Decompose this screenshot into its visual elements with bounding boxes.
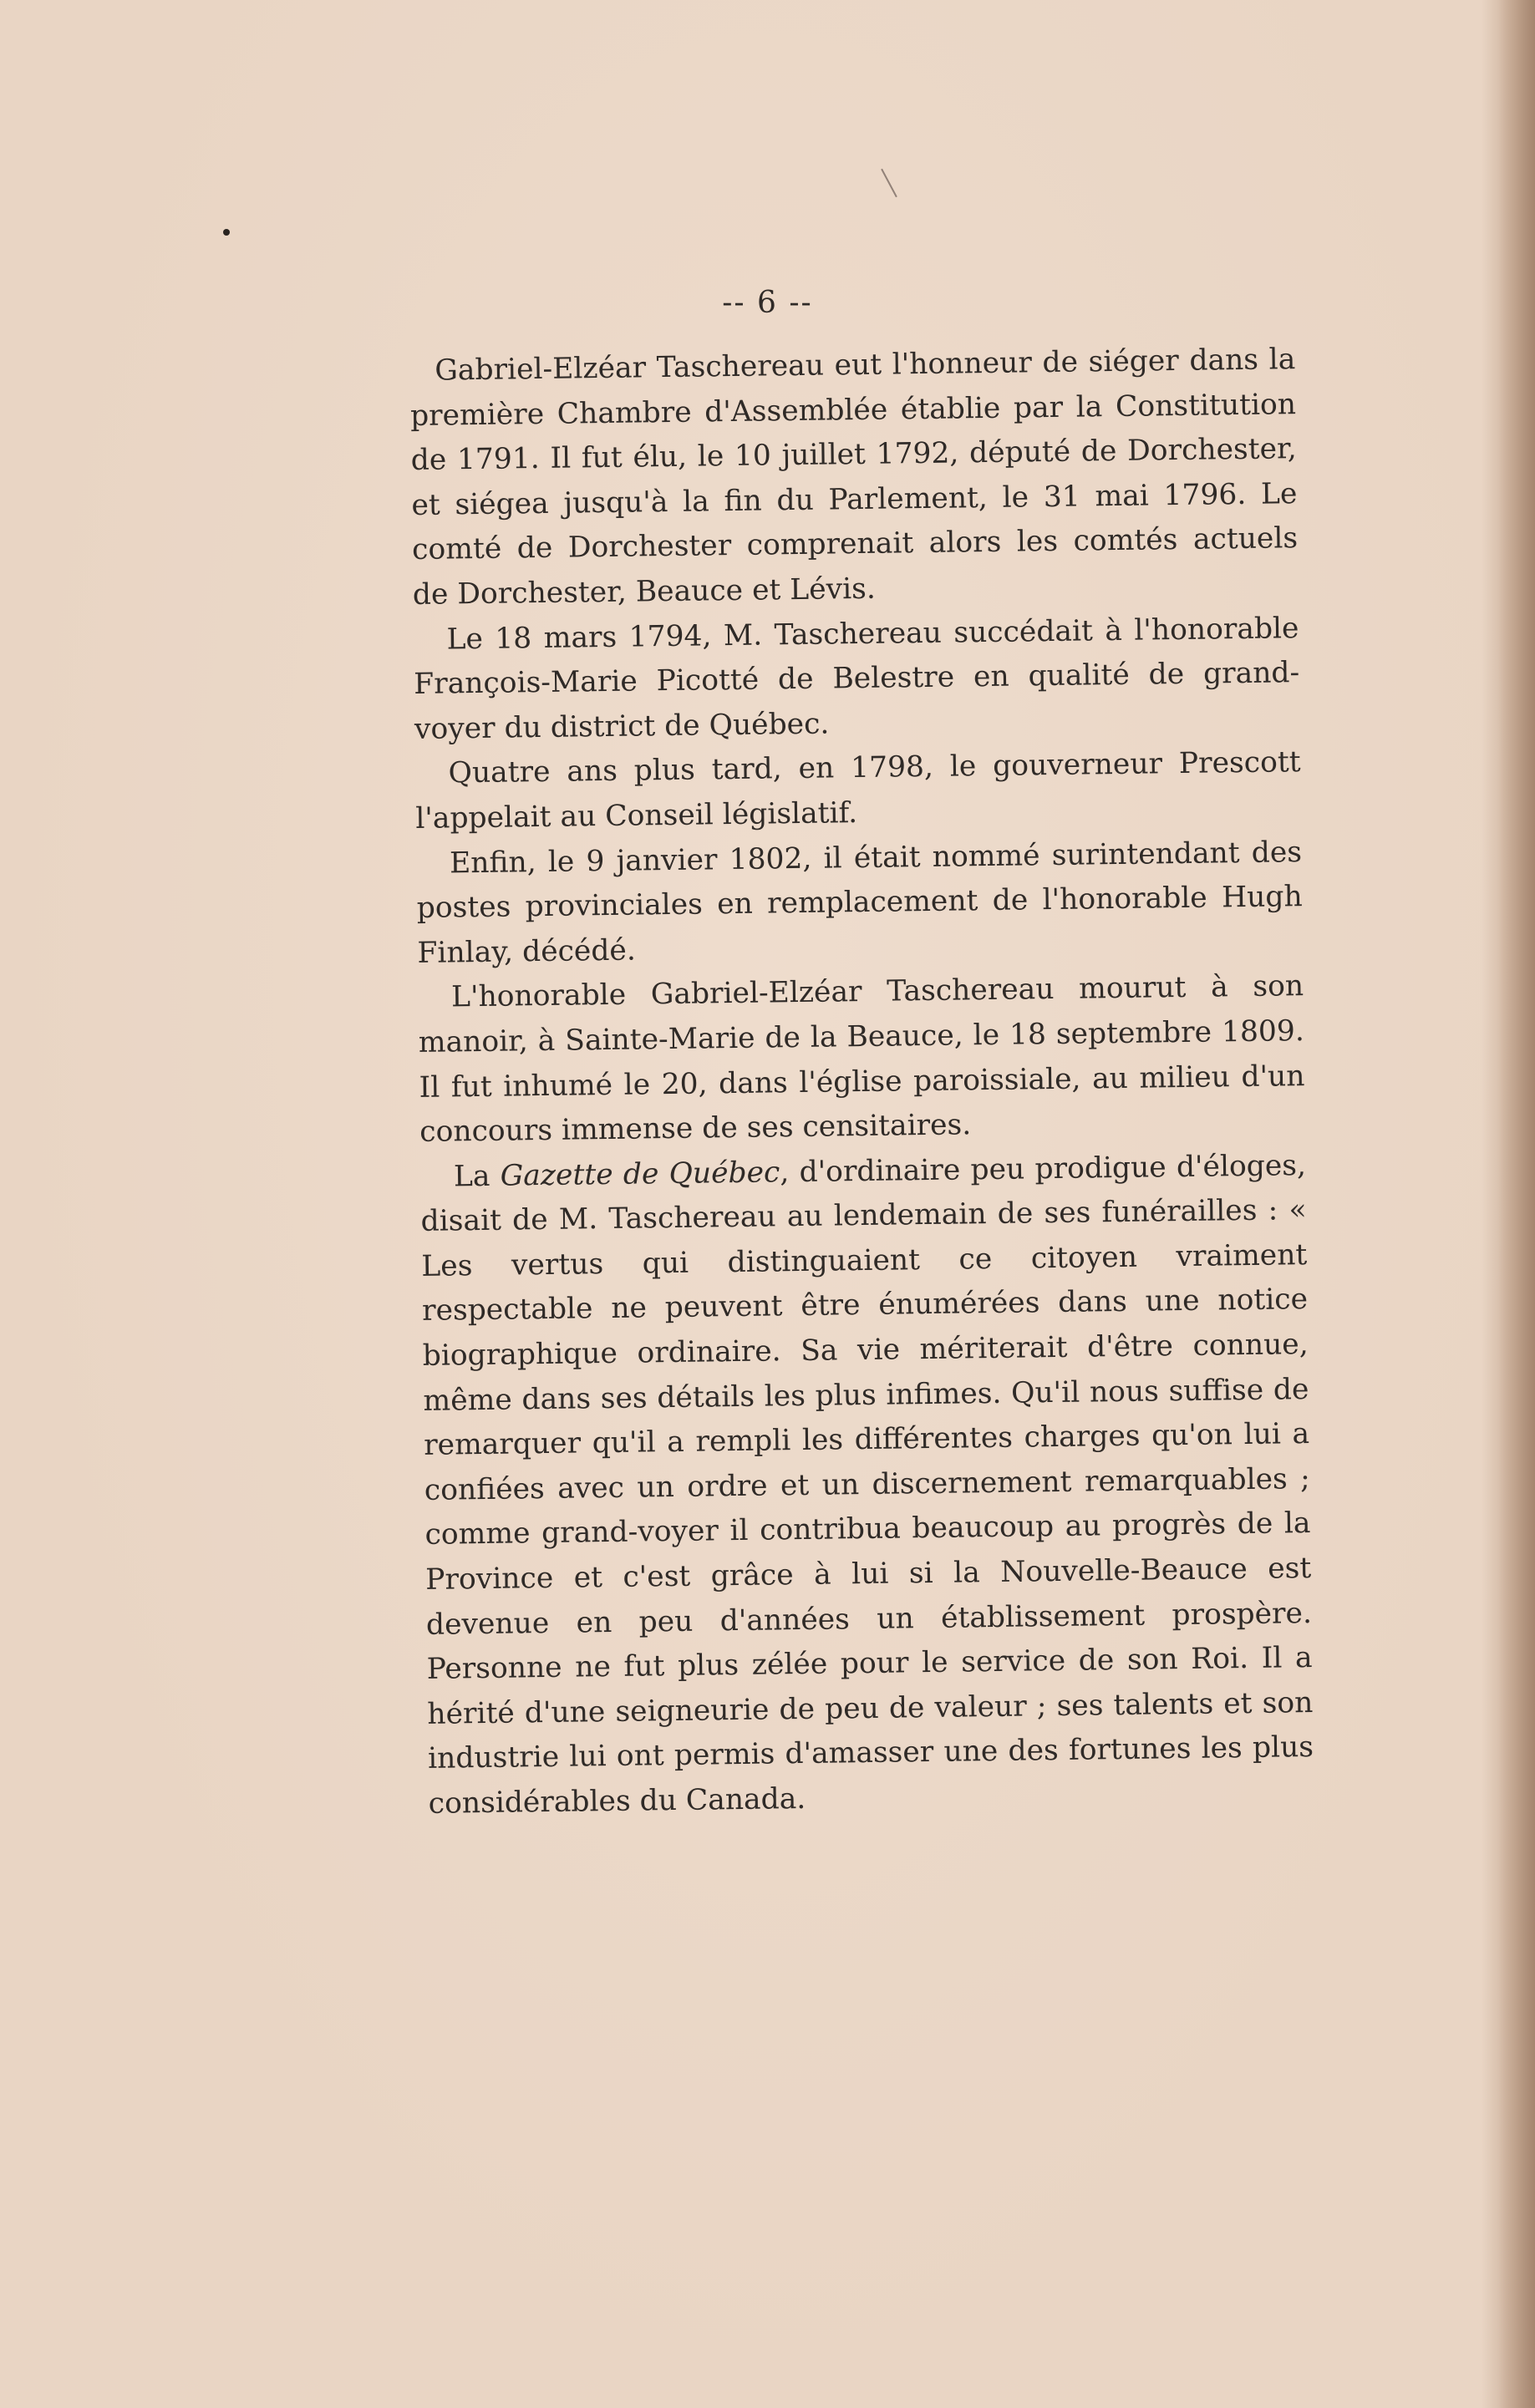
paragraph-1: Gabriel-Elzéar Taschereau eut l'honneur de siéger dans la première Chambre d'Assemblée établie par la Constitution de 1791. Il fut élu, le 10 juillet 1792, député de Dorchester, et siégea jusqu'à la fin du Parlement, le 31 mai 1796. Le comté de Dorchester comprenait alors les comtés actuels de Dorchester, Beauce et Lévis. [409, 343, 1299, 612]
paragraph-5: L'honorable Gabriel-Elzéar Taschereau mourut à son manoir, à Sainte-Marie de la Beauce, le 18 septembre 1809. Il fut inhumé le 20, dans l'église paroissiale, au milieu d'un concours immense de ses censitaires. [418, 969, 1305, 1150]
paragraph-4: Enfin, le 9 janvier 1802, il était nommé surintendant des postes provinciales en remplacement de l'honorable Hugh Finlay, décédé. [416, 835, 1303, 970]
ink-speck [223, 229, 230, 236]
newspaper-title: Gazette de Québec [500, 1155, 780, 1193]
paragraph-6-rest: , d'ordinaire peu prodigue d'éloges, disait de M. Taschereau au lendemain de ses funérailles : « Les vertus qui distinguaient ce citoyen vraiment respectable ne peuvent être énumérées dans une notice biographique ordinaire. Sa vie mériterait d'être connue, même dans ses détails les plus infimes. Qu'il nous suffise de remarquer qu'il a rempli les différentes charges qu'on lui a confiées avec un ordre et un discernement remarquables ; comme grand-voyer il contribua beaucoup au progrès de la Province et c'est grâce à lui si la Nouvelle-Beauce est devenue en peu d'années un établissement prospère. Personne ne fut plus zélée pour le service de son Roi. Il a hérité d'une seigneurie de peu de valeur ; ses talents et son industrie lui ont permis d'amasser une des fortunes les plus considérables du Canada. [420, 1148, 1314, 1821]
body-text [409, 338, 1314, 1826]
paragraph-2: Le 18 mars 1794, M. Taschereau succédait à l'honorable François-Marie Picotté de Belestre en qualité de grand-voyer du district de Québec. [413, 611, 1300, 746]
page-edge-shadow [1498, 0, 1535, 2408]
paragraph-6 [420, 1144, 1314, 1827]
paper-scratch [881, 169, 897, 197]
paragraph-6-start: La [453, 1159, 490, 1194]
page-number: -- 6 -- [722, 286, 813, 320]
paragraph-3: Quatre ans plus tard, en 1798, le gouverneur Prescott l'appelait au Conseil législatif. [415, 745, 1301, 836]
